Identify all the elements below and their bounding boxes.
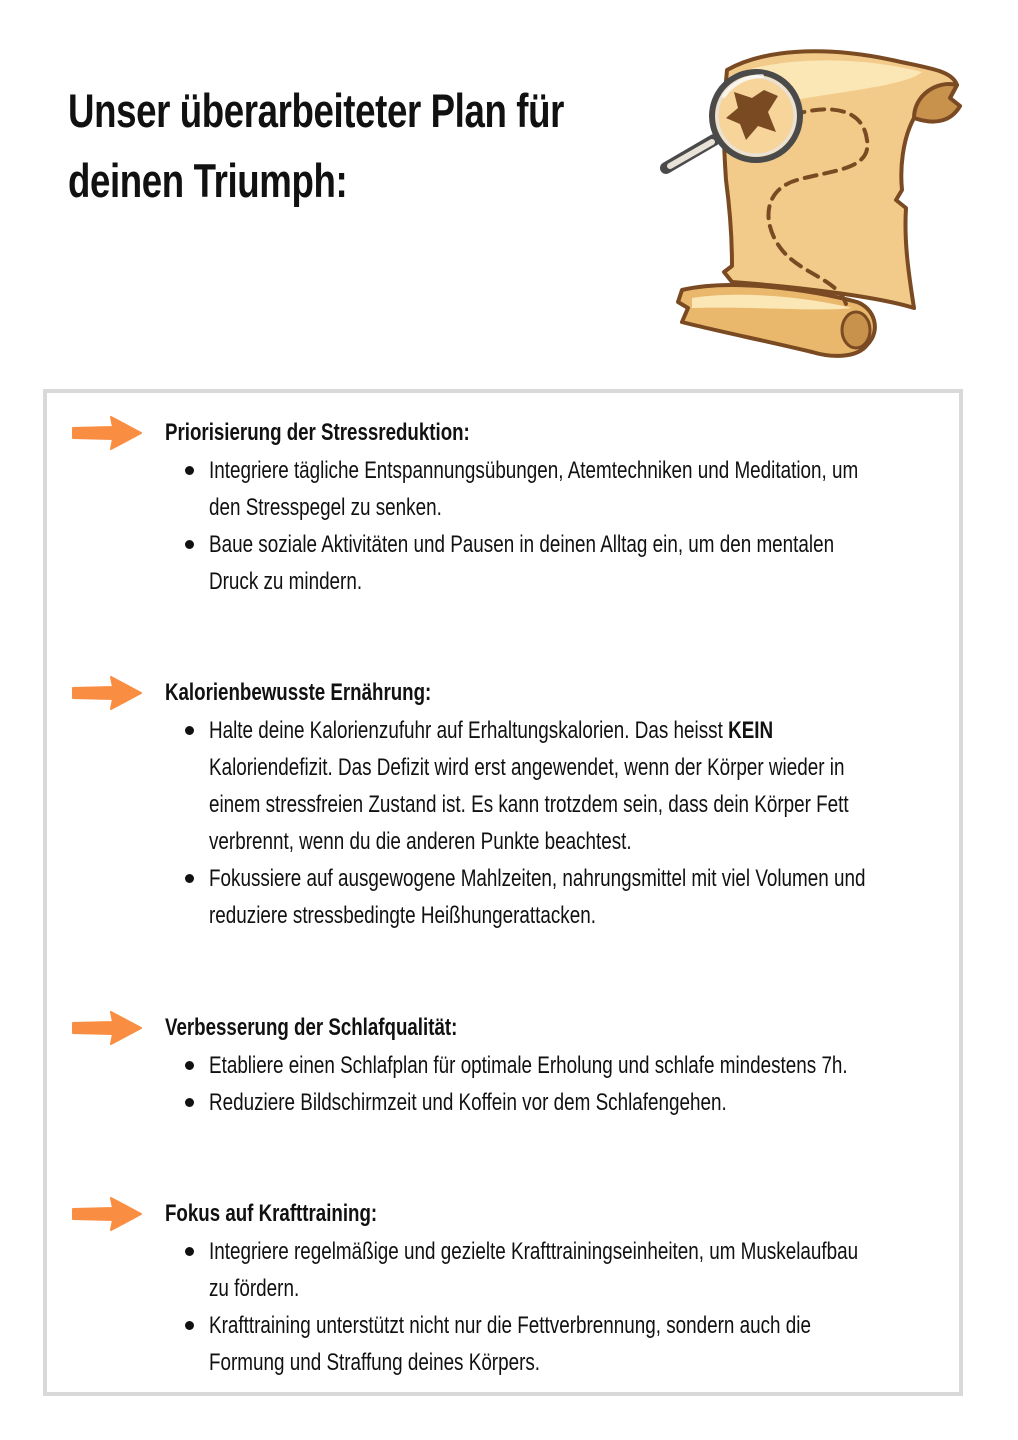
arrow-right-icon bbox=[69, 1010, 143, 1046]
bullet-text: zu fördern. bbox=[209, 1275, 300, 1302]
bullet-dot bbox=[185, 874, 194, 883]
bullet-dot bbox=[185, 726, 194, 735]
page-title-line-2: deinen Triumph: bbox=[68, 154, 348, 207]
bullet-text: reduziere stressbedingte Heißhungerattacken. bbox=[209, 902, 596, 929]
section-heading: Priorisierung der Stressreduktion: bbox=[165, 419, 470, 446]
page-title-line-1: Unser überarbeiteter Plan für bbox=[68, 84, 564, 137]
bullet-text: Baue soziale Aktivitäten und Pausen in deinen Alltag ein, um den mentalen bbox=[209, 531, 835, 558]
bullet-dot bbox=[185, 1061, 194, 1070]
bullet-text: Kaloriendefizit. Das Defizit wird erst angewendet, wenn der Körper wieder in bbox=[209, 754, 845, 781]
bullet-text: Druck zu mindern. bbox=[209, 568, 363, 595]
plan-box bbox=[43, 389, 963, 1396]
arrow-right-icon bbox=[69, 675, 143, 711]
bullet-text: Reduziere Bildschirmzeit und Koffein vor dem Schlafengehen. bbox=[209, 1089, 727, 1116]
bullet-text: Formung und Straffung deines Körpers. bbox=[209, 1349, 541, 1376]
bullet-dot bbox=[185, 1098, 194, 1107]
bullet-text: den Stresspegel zu senken. bbox=[209, 494, 442, 521]
bullet-text: Krafttraining unterstützt nicht nur die Fettverbrennung, sondern auch die bbox=[209, 1312, 811, 1339]
bullet-dot bbox=[185, 1247, 194, 1256]
section-heading: Fokus auf Krafttraining: bbox=[165, 1200, 378, 1227]
treasure-map-scroll-icon bbox=[652, 40, 968, 366]
bullet-text-bold: KEIN bbox=[728, 717, 774, 744]
bullet-dot bbox=[185, 540, 194, 549]
bullet-text bbox=[209, 712, 773, 749]
arrow-right-icon bbox=[69, 1196, 143, 1232]
bullet-text: verbrennt, wenn du die anderen Punkte beachtest. bbox=[209, 828, 632, 855]
bullet-text: Fokussiere auf ausgewogene Mahlzeiten, nahrungsmittel mit viel Volumen und bbox=[209, 865, 866, 892]
bullet-text: Integriere regelmäßige und gezielte Krafttrainingseinheiten, um Muskelaufbau bbox=[209, 1238, 859, 1265]
section-heading: Kalorienbewusste Ernährung: bbox=[165, 679, 432, 706]
bullet-text: einem stressfreien Zustand ist. Es kann trotzdem sein, dass dein Körper Fett bbox=[209, 791, 849, 818]
bullet-dot bbox=[185, 466, 194, 475]
section-heading: Verbesserung der Schlafqualität: bbox=[165, 1014, 458, 1041]
bullet-text: Integriere tägliche Entspannungsübungen, Atemtechniken und Meditation, um bbox=[209, 457, 859, 484]
scroll-roll-end bbox=[842, 312, 870, 348]
bullet-text-regular: Halte deine Kalorienzufuhr auf Erhaltungskalorien. Das heisst bbox=[209, 717, 729, 744]
bullet-dot bbox=[185, 1321, 194, 1330]
bullet-text: Etabliere einen Schlafplan für optimale Erholung und schlafe mindestens 7h. bbox=[209, 1052, 848, 1079]
page-title bbox=[68, 76, 661, 216]
arrow-right-icon bbox=[69, 415, 143, 451]
